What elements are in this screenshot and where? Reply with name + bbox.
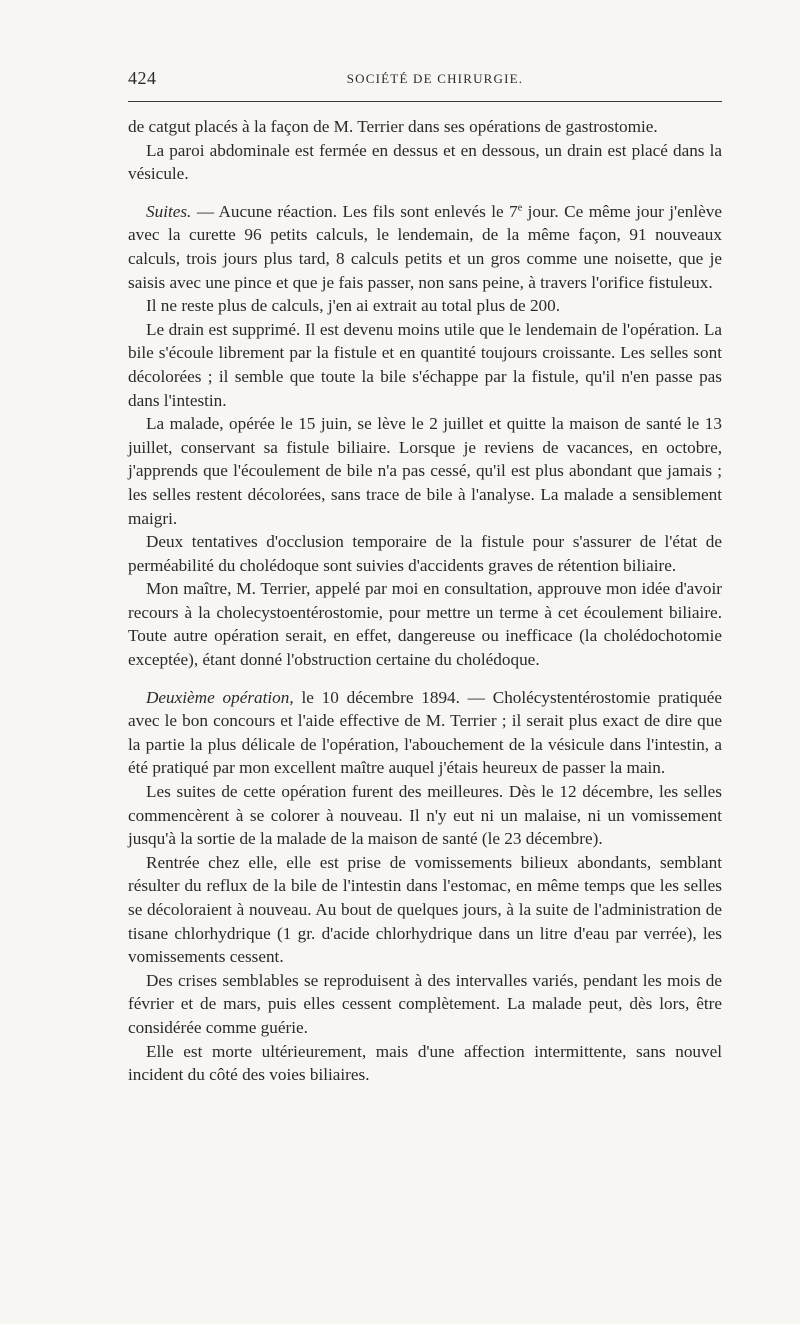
paragraph-lead: Deuxième opération, bbox=[146, 687, 294, 707]
paragraph bbox=[128, 1040, 722, 1087]
paragraph-text: La malade, opérée le 15 juin, se lève le 2 juillet et quitte la maison de santé le 13 juillet, conservant sa fistule biliaire. Lorsque je reviens de vacances, en octobre, j'apprends que l'écoulement de bile n'a pas cessé, qu'il est plus abondant que jamais ; les selles restent décolorées, sans trace de bile à l'analyse. La malade a sensiblement maigri. bbox=[128, 414, 722, 528]
paragraph-text: — Aucune réaction. Les fils sont enlevés le 7 bbox=[191, 201, 518, 221]
paragraph-text: Il ne reste plus de calculs, j'en ai extrait au total plus de 200. bbox=[146, 296, 561, 316]
paragraph bbox=[128, 851, 722, 969]
paragraph bbox=[128, 969, 722, 1040]
paragraph-text: jour. Ce même jour j'enlève avec la curette 96 petits calculs, le lendemain, de la même façon, 91 nouveaux calculs, trois jours plus tard, 8 calculs petits et un gros comme une noisette, que je saisis avec une pince et que je fais passer, non sans peine, à travers l'orifice fistuleux. bbox=[128, 201, 722, 292]
paragraph-text: La paroi abdominale est fermée en dessus et en dessous, un drain est placé dans la vésicule. bbox=[128, 140, 722, 184]
paragraph-deuxieme-operation bbox=[128, 686, 722, 780]
body-text bbox=[128, 115, 722, 1087]
paragraph-text: Deux tentatives d'occlusion temporaire de la fistule pour s'assurer de l'état de perméabilité du cholédoque sont suivies d'accidents graves de rétention biliaire. bbox=[128, 532, 722, 575]
paragraph bbox=[128, 412, 722, 530]
paragraph bbox=[128, 780, 722, 851]
paragraph bbox=[128, 294, 722, 318]
paragraph-text: Des crises semblables se reproduisent à des intervalles variés, pendant les mois de février et de mars, puis elles cessent complètement. La malade peut, dès lors, être considérée comme guérie. bbox=[128, 970, 722, 1037]
paragraph-continued bbox=[128, 115, 722, 139]
paragraph-text: le 10 décembre 1894. — Cholécystentérostomie pratiquée avec le bon concours et l'aide effective de M. Terrier ; il serait plus exact de dire que la partie la plus délicale de l'opération, l'abouchement de la vésicule dans l'intestin, a été pratiqué par mon excellent maître auquel j'étais heureux de passer la main. bbox=[128, 687, 723, 778]
superscript: e bbox=[517, 202, 523, 214]
running-title: SOCIÉTÉ DE CHIRURGIE. bbox=[346, 71, 524, 86]
page-header bbox=[128, 68, 722, 98]
paragraph-text: Rentrée chez elle, elle est prise de vomissements bilieux abondants, semblant résulter du reflux de la bile de l'intestin dans l'estomac, en même temps que les selles se décoloraient à nouveau. Au bout de quelques jours, à la suite de l'administration de tisane chlorhydrique (1 gr. d'acide chlorhydrique dans un litre d'eau par verrée), les vomissements cessent. bbox=[128, 852, 722, 967]
header-rule bbox=[128, 101, 722, 102]
paragraph bbox=[128, 577, 722, 671]
paragraph-text: de catgut placés à la façon de M. Terrier dans ses opérations de gastrostomie. bbox=[128, 117, 658, 136]
paragraph-text: Les suites de cette opération furent des meilleures. Dès le 12 décembre, les selles commencèrent à se colorer à nouveau. Il n'y eut ni un malaise, ni un vomissement jusqu'à la sortie de la malade de la maison de santé (le 23 décembre). bbox=[128, 782, 722, 849]
paragraph bbox=[128, 139, 722, 186]
paragraph-suites bbox=[128, 200, 722, 294]
paragraph bbox=[128, 318, 722, 412]
paragraph-text: Elle est morte ultérieurement, mais d'une affection intermittente, sans nouvel incident du côté des voies biliaires. bbox=[128, 1041, 722, 1085]
paragraph-lead: Suites. bbox=[146, 201, 192, 221]
paragraph-text: Mon maître, M. Terrier, appelé par moi en consultation, approuve mon idée d'avoir recours à la cholecystoentérostomie, pour mettre un terme à cet écoulement biliaire. Toute autre opération serait, en effet, dangereuse ou inefficace (la cholédochotomie exceptée), étant donné l'obstruction certaine du cholédoque. bbox=[128, 579, 722, 670]
paragraph-text: Le drain est supprimé. Il est devenu moins utile que le lendemain de l'opération. La bile s'écoule librement par la fistule et en quantité toujours croissante. Les selles sont décolorées ; il semble que toute la bile s'échappe par la fistule, qu'il n'en passe pas dans l'intestin. bbox=[128, 319, 722, 410]
paragraph bbox=[128, 530, 722, 577]
page-number: 424 bbox=[128, 68, 157, 88]
